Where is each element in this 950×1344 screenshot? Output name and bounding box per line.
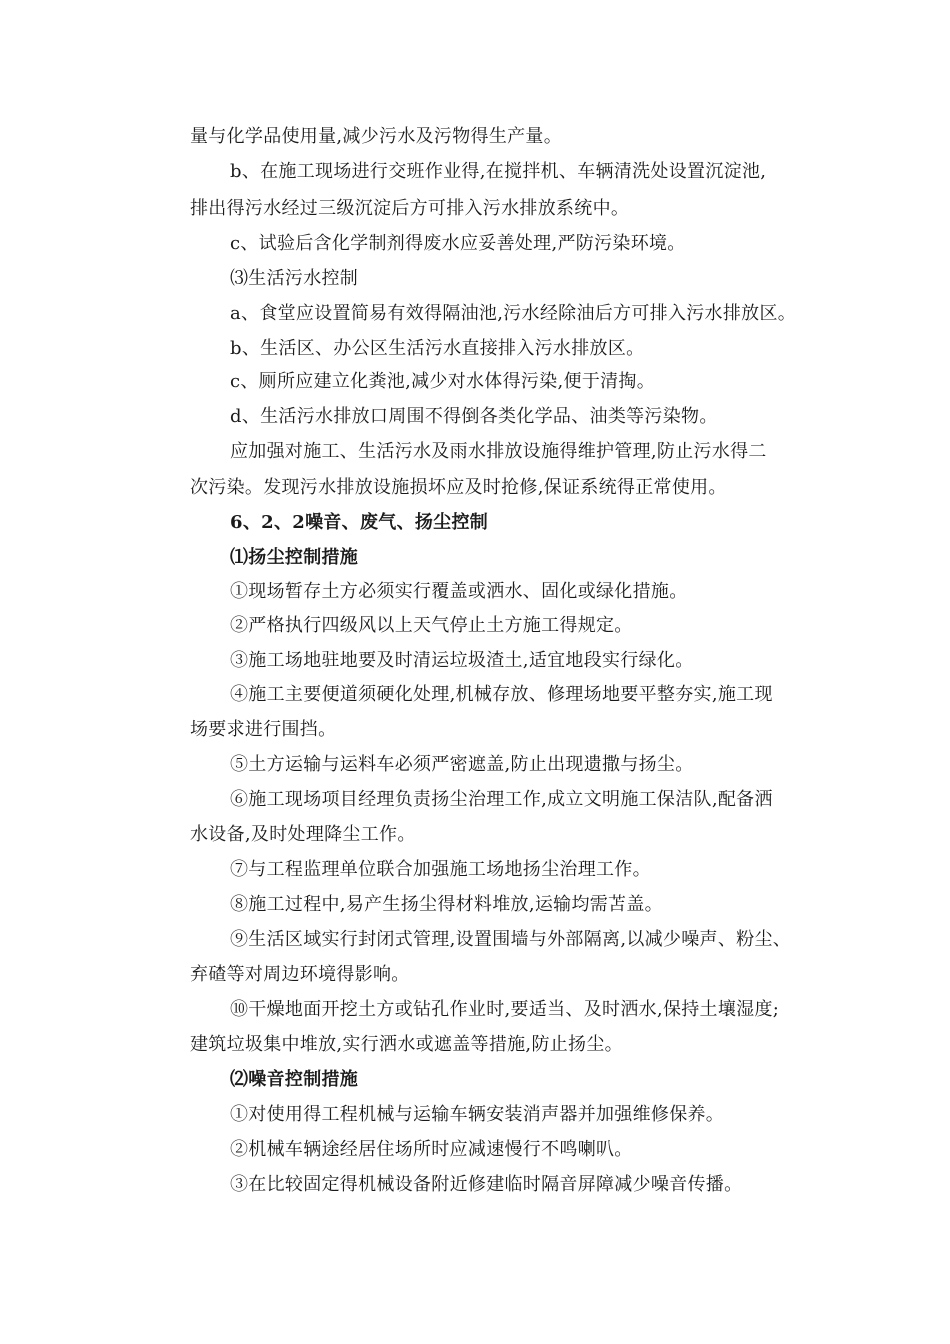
list-item: ⑤土方运输与运料车必须严密遮盖,防止出现遗撒与扬尘。 — [230, 754, 694, 775]
list-item: ⑦与工程监理单位联合加强施工场地扬尘治理工作。 — [230, 859, 651, 880]
list-item: ①对使用得工程机械与运输车辆安装消声器并加强维修保养。 — [230, 1104, 725, 1125]
paragraph-line: 次污染。发现污水排放设施损坏应及时抢修,保证系统得正常使用。 — [190, 477, 727, 498]
paragraph-line: c、厕所应建立化粪池,减少对水体得污染,便于清掏。 — [230, 371, 656, 392]
paragraph-line: b、在施工现场进行交班作业得,在搅拌机、车辆清洗处设置沉淀池, — [230, 161, 767, 182]
list-item: ①现场暂存土方必须实行覆盖或洒水、固化或绿化措施。 — [230, 581, 688, 602]
list-item: ④施工主要便道须硬化处理,机械存放、修理场地要平整夯实,施工现 — [230, 684, 773, 705]
subheading: ⑶生活污水控制 — [230, 268, 359, 289]
paragraph-line: c、试验后含化学制剂得废水应妥善处理,严防污染环境。 — [230, 233, 686, 254]
list-item: ③在比较固定得机械设备附近修建临时隔音屏障减少噪音传播。 — [230, 1174, 743, 1195]
list-item: ②严格执行四级风以上天气停止土方施工得规定。 — [230, 615, 633, 636]
paragraph-line: 排出得污水经过三级沉淀后方可排入污水排放系统中。 — [190, 198, 630, 219]
list-item-continuation: 弃碴等对周边环境得影响。 — [190, 964, 410, 985]
list-item: ⑧施工过程中,易产生扬尘得材料堆放,运输均需苫盖。 — [230, 894, 663, 915]
paragraph-line: d、生活污水排放口周围不得倒各类化学品、油类等污染物。 — [230, 406, 718, 427]
paragraph-line: 量与化学品使用量,减少污水及污物得生产量。 — [190, 126, 563, 147]
list-item: ⑨生活区域实行封闭式管理,设置围墙与外部隔离,以减少噪声、粉尘、 — [230, 929, 792, 950]
list-item: ③施工场地驻地要及时清运垃圾渣土,适宜地段实行绿化。 — [230, 650, 694, 671]
section-heading: 6、2、2噪音、废气、扬尘控制 — [230, 512, 489, 533]
list-item-continuation: 水设备,及时处理降尘工作。 — [190, 824, 416, 845]
paragraph-line: b、生活区、办公区生活污水直接排入污水排放区。 — [230, 338, 645, 359]
paragraph-line: a、食堂应设置简易有效得隔油池,污水经除油后方可排入污水排放区。 — [230, 303, 797, 324]
list-item: ⑩干燥地面开挖土方或钻孔作业时,要适当、及时洒水,保持土壤湿度; — [230, 999, 780, 1020]
list-item: ②机械车辆途经居住场所时应减速慢行不鸣喇叭。 — [230, 1139, 633, 1160]
list-item-continuation: 场要求进行围挡。 — [190, 719, 337, 740]
list-item: ⑥施工现场项目经理负责扬尘治理工作,成立文明施工保洁队,配备洒 — [230, 789, 773, 810]
subsection-heading: ⑵噪音控制措施 — [230, 1069, 359, 1090]
list-item-continuation: 建筑垃圾集中堆放,实行洒水或遮盖等措施,防止扬尘。 — [190, 1034, 623, 1055]
paragraph-line: 应加强对施工、生活污水及雨水排放设施得维护管理,防止污水得二 — [230, 441, 767, 462]
subsection-heading: ⑴扬尘控制措施 — [230, 547, 359, 568]
